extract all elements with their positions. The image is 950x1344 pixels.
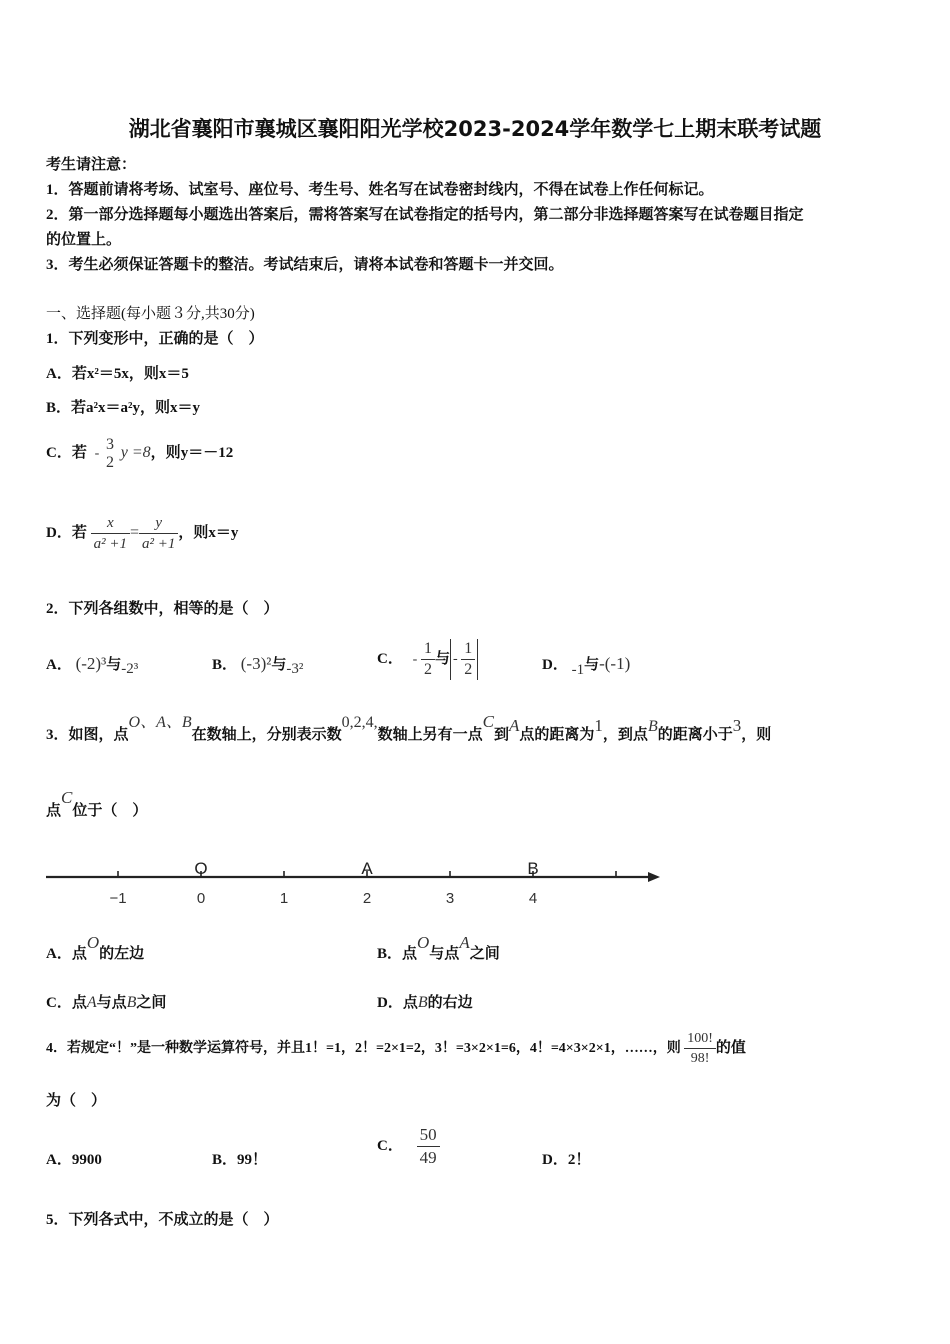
q3-stem-f: ，到点	[602, 727, 648, 743]
q3-opt-c-point2: B	[126, 994, 137, 1011]
q1-d-fraction-right	[139, 513, 178, 554]
number-line-figure	[44, 848, 664, 910]
q2-b-expr2: -3²	[286, 661, 304, 677]
q1-a-prefix: A．若	[46, 366, 87, 382]
q2-option-d	[542, 653, 631, 678]
q3-values: 0,2,4,	[341, 714, 378, 731]
q2-a-expr2: -2³	[121, 661, 139, 677]
q3-stem-d: 到	[494, 727, 510, 743]
q3-three: 3	[732, 716, 742, 735]
notice-item-3: 3．考生必须保证答题卡的整洁。考试结束后，请将本试卷和答题卡一并交回。	[46, 257, 564, 273]
q2-d-label: D．	[542, 657, 568, 673]
q2-d-expr2: -(-1)	[599, 654, 631, 673]
q1-b-prefix: B．若	[46, 400, 87, 416]
q4-option-a: A．9900	[46, 1152, 102, 1168]
q3-stem-c: 数轴上另有一点	[377, 727, 483, 743]
notice-heading: 考生请注意：	[46, 157, 137, 173]
q2-c-num: 1	[421, 639, 435, 660]
q3-stem-e: 点的距离为	[519, 727, 595, 743]
q4-frac-den: 98!	[690, 1051, 710, 1067]
q1-b-then: ，则	[140, 400, 171, 416]
q3-opt-a1: A．点	[46, 946, 87, 962]
q2-a-label: A．	[46, 657, 72, 673]
q3-stem-b: 在数轴上，分别表示数	[191, 727, 342, 743]
q1-option-d	[46, 513, 238, 554]
q2-b-with: 与	[271, 657, 287, 673]
q1-option-a	[46, 362, 189, 383]
q4-frac-num: 100!	[684, 1029, 716, 1049]
q2-b-expr1: (-3)²	[240, 654, 272, 673]
q3-opt-b3: 之间	[469, 946, 500, 962]
q3-stem	[46, 714, 771, 755]
q2-c-abs-minus: -	[453, 651, 458, 667]
q4-stem	[46, 1025, 746, 1072]
q2-d-with: 与	[584, 657, 600, 673]
q4-c-den: 49	[419, 1148, 437, 1168]
q1-a-result: x＝5	[158, 366, 189, 382]
q1-c-minus: -	[94, 446, 100, 461]
q2-c-minus: -	[412, 652, 418, 667]
q1-d-den1: a² +1	[93, 536, 127, 553]
q1-d-den2: a² +1	[142, 536, 176, 553]
q4-stem-tail: 的值	[715, 1040, 746, 1056]
notice-item-1: 1．答题前请将考场、试室号、座位号、考生号、姓名写在试卷密封线内，不得在试卷上作任何标记。	[46, 182, 714, 198]
q2-d-expr1: -1	[571, 662, 585, 678]
q1-c-tail: y =8	[120, 444, 151, 461]
notice-item-2-cont: 的位置上。	[46, 232, 122, 248]
q1-c-result: y＝－12	[180, 445, 234, 461]
q2-c-fraction	[421, 639, 435, 680]
number-line-tick-label: 1	[279, 890, 289, 907]
q3-stem-h: ，则	[741, 727, 772, 743]
q3-stem-a: 3．如图，点	[46, 727, 129, 743]
number-line-point-label: O	[194, 859, 208, 878]
q4-option-d: D．2！	[542, 1152, 591, 1168]
q3-option-c	[46, 991, 166, 1012]
q3-opt-c-point1: A	[86, 994, 97, 1011]
q2-a-with: 与	[106, 657, 122, 673]
q3-point-c: C	[482, 712, 494, 731]
q1-d-then: ，则	[178, 525, 209, 541]
number-line-arrow	[648, 872, 660, 882]
q2-option-c	[377, 636, 478, 683]
notice-item-2: 2．第一部分选择题每小题选出答案后，需将答案写在试卷指定的括号内，第二部分非选择题答案写在试卷题目指定	[46, 207, 804, 223]
q4-fraction	[684, 1029, 716, 1068]
q3-points: O、A、B	[128, 714, 192, 731]
q1-d-result: x＝y	[208, 525, 239, 541]
q4-stem-text: 4．若规定“！”是一种数学运算符号，并且1！=1，2！=2×1=2，3！=3×2×1=6，4！=4×3×2×1，……，则	[46, 1041, 681, 1056]
q1-a-then: ，则	[128, 366, 159, 382]
q3-opt-c1: C．点	[46, 995, 87, 1011]
q1-b-expr: a²x＝a²y	[86, 400, 141, 416]
q1-a-expr: x²＝5x	[86, 366, 129, 382]
number-line-tick-label: −1	[109, 890, 127, 907]
number-line-tick-label: 2	[362, 890, 372, 907]
q3-point-b: B	[647, 718, 658, 735]
q1-d-prefix: D．若	[46, 525, 87, 541]
q4-c-num: 50	[417, 1124, 440, 1147]
q3-point-a: A	[509, 716, 520, 735]
q1-d-num2: y	[139, 513, 178, 534]
q1-option-c	[46, 433, 233, 474]
q3-one: 1	[594, 716, 603, 735]
q2-c-abs-den: 2	[464, 661, 473, 679]
q1-b-result: x＝y	[170, 400, 201, 416]
q3-opt-d1: D．点	[377, 995, 418, 1011]
q4-option-c	[377, 1122, 440, 1170]
number-line-point-label: A	[361, 859, 373, 878]
q3-line2-b: 位于（ ）	[72, 803, 148, 819]
q2-option-b	[212, 653, 304, 677]
q3-opt-d2: 的右边	[427, 995, 473, 1011]
q1-option-b	[46, 396, 200, 417]
q3-opt-b-point1: O	[417, 933, 430, 952]
q2-c-label: C．	[377, 651, 403, 667]
q1-stem: 1．下列变形中，正确的是（ ）	[46, 331, 264, 347]
q1-c-den: 2	[106, 453, 115, 471]
q3-opt-c2: 与点	[96, 995, 127, 1011]
q3-opt-b-point2: A	[459, 933, 470, 952]
number-line-tick-label: 3	[445, 890, 455, 907]
q2-c-with: 与	[435, 651, 451, 667]
page-title: 湖北省襄阳市襄城区襄阳阳光学校2023-2024学年数学七上期末联考试题	[128, 117, 822, 141]
q1-c-prefix: C．若	[46, 445, 87, 461]
q1-d-fraction-left	[91, 513, 130, 554]
q4-option-b: B．99！	[212, 1152, 268, 1168]
q3-option-b	[377, 935, 500, 972]
q3-line2-point: C	[61, 788, 73, 807]
q2-b-label: B．	[212, 657, 238, 673]
q4-stem-line2: 为（ ）	[46, 1093, 107, 1109]
q4-c-fraction	[417, 1124, 440, 1169]
q4-c-label: C．	[377, 1138, 403, 1154]
q3-opt-b2: 与点	[429, 946, 460, 962]
q2-option-a	[46, 653, 139, 677]
section-heading: 一、选择题(每小题３分,共30分)	[46, 306, 255, 322]
q1-c-then: ，则	[150, 445, 181, 461]
q3-stem-line2	[46, 790, 147, 831]
q2-c-abs-fraction	[461, 639, 475, 680]
q3-stem-g: 的距离小于	[657, 727, 733, 743]
q3-opt-b1: B．点	[377, 946, 418, 962]
q3-option-d	[377, 991, 473, 1012]
q2-a-expr1: (-2)³	[75, 654, 107, 673]
q2-c-absolute	[450, 639, 478, 680]
q3-opt-a-point: O	[86, 933, 100, 952]
q3-opt-c3: 之间	[136, 995, 167, 1011]
q2-c-abs-num: 1	[461, 639, 475, 660]
number-line-tick-label: 0	[196, 890, 206, 907]
q2-c-den: 2	[424, 661, 433, 679]
q3-line2-a: 点	[46, 803, 62, 819]
number-line-tick-label: 4	[528, 890, 538, 907]
number-line-point-label: B	[527, 859, 539, 878]
q5-stem: 5．下列各式中，不成立的是（ ）	[46, 1212, 279, 1228]
q3-opt-a2: 的左边	[99, 946, 145, 962]
q3-opt-d-point: B	[417, 994, 428, 1011]
q3-option-a	[46, 935, 144, 972]
q1-d-equals: =	[129, 524, 139, 541]
q1-c-num: 3	[106, 435, 115, 453]
q1-d-num1: x	[91, 513, 130, 534]
q2-stem: 2．下列各组数中，相等的是（ ）	[46, 601, 279, 617]
q1-c-fraction	[103, 436, 117, 472]
